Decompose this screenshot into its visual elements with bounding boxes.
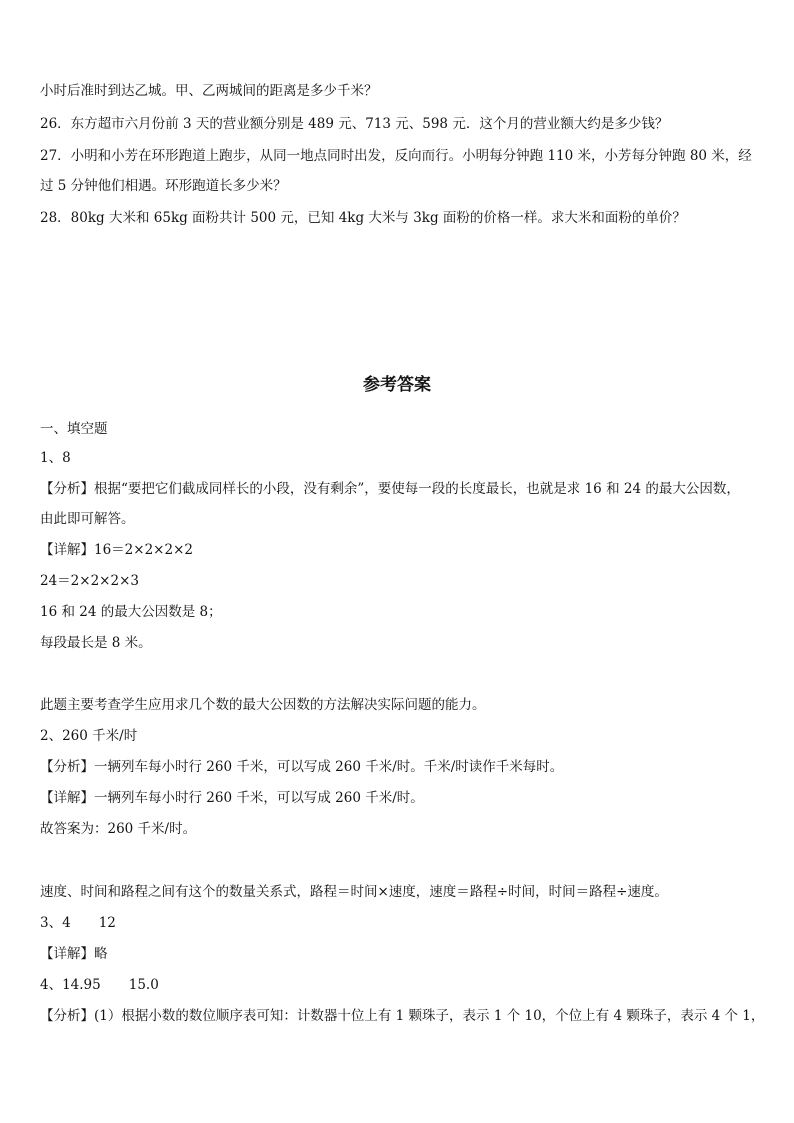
question-28: 28．80kg 大米和 65kg 面粉共计 500 元，已知 4kg 大米与 3kg 面粉的价格一样。求大米和面粉的单价？ xyxy=(40,210,686,226)
answer-3-first-value: 3、4 xyxy=(40,915,71,931)
answer-3-second-value: 12 xyxy=(98,915,116,931)
answer-1-comment: 此题主要考查学生应用求几个数的最大公因数的方法解决实际问题的能力。 xyxy=(40,697,486,713)
answer-1-analysis-line-2: 由此即可解答。 xyxy=(40,511,135,527)
answer-4-first-value: 4、14.95 xyxy=(40,977,101,993)
answer-3-head xyxy=(40,914,116,932)
answer-1-detail-line-4: 每段最长是 8 米。 xyxy=(40,635,152,651)
question-27-line-2: 过 5 分钟他们相遇。环形跑道长多少米？ xyxy=(40,178,287,194)
question-27-line-1: 27．小明和小芳在环形跑道上跑步，从同一地点同时出发，反向而行。小明每分钟跑 110 米，小芳每分钟跑 80 米，经 xyxy=(40,148,752,164)
answer-3-detail: 【详解】略 xyxy=(40,946,108,962)
answer-4-head xyxy=(40,976,159,994)
section-heading: 一、填空题 xyxy=(40,421,108,437)
answer-2-comment: 速度、时间和路程之间有这个的数量关系式，路程＝时间×速度，速度＝路程÷时间，时间＝路程÷速度。 xyxy=(40,884,668,900)
answer-1-detail-line-1: 【详解】16＝2×2×2×2 xyxy=(40,542,193,558)
answer-1-head: 1、8 xyxy=(40,450,71,466)
answer-4-second-value: 15.0 xyxy=(128,977,159,993)
answer-2-detail: 【详解】一辆列车每小时行 260 千米，可以写成 260 千米/时。 xyxy=(40,790,424,806)
answer-2-head: 2、260 千米/时 xyxy=(40,728,138,744)
answer-1-analysis-line-1: 【分析】根据“要把它们截成同样长的小段，没有剩余”，要使每一段的长度最长，也就是求 16 和 24 的最大公因数， xyxy=(40,481,740,497)
answer-2-result: 故答案为：260 千米/时。 xyxy=(40,821,197,837)
answer-1-detail-line-2: 24＝2×2×2×3 xyxy=(40,573,139,589)
answers-title: 参考答案 xyxy=(363,375,431,395)
answer-2-analysis: 【分析】一辆列车每小时行 260 千米，可以写成 260 千米/时。千米/时读作千米每时。 xyxy=(40,759,564,775)
answer-1-detail-line-3: 16 和 24 的最大公因数是 8； xyxy=(40,604,222,620)
question-25-continuation: 小时后准时到达乙城。甲、乙两城间的距离是多少千米？ xyxy=(40,83,378,99)
question-26: 26．东方超市六月份前 3 天的营业额分别是 489 元、713 元、598 元．这个月的营业额大约是多少钱？ xyxy=(40,116,669,132)
answer-4-analysis-line-1: 【分析】(1）根据小数的数位顺序表可知：计数器十位上有 1 颗珠子，表示 1 个 10，个位上有 4 颗珠子，表示 4 个 1， xyxy=(40,1008,765,1024)
